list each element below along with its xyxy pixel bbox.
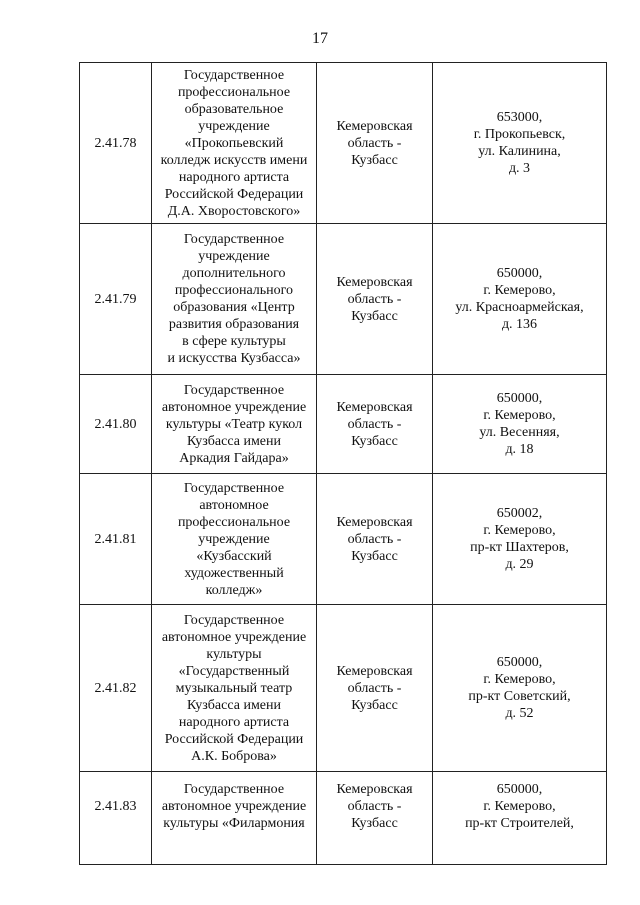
region (317, 772, 433, 865)
address-line: д. 52 (505, 706, 534, 721)
address (433, 375, 607, 474)
address-line: пр-кт Шахтеров, (470, 540, 569, 555)
region-line: область - (347, 416, 402, 432)
entry-number: 2.41.81 (80, 474, 152, 605)
address-line: 650000, (496, 655, 543, 670)
address-line: ул. Красноармейская, (455, 300, 584, 315)
region-line: область - (347, 291, 402, 307)
region-line: Кемеровская (336, 274, 413, 290)
institution-name-line: культуры (206, 646, 262, 662)
institution-name-line: культуры «Филармония (163, 816, 305, 831)
region-line: Кузбасс (351, 548, 398, 564)
region (317, 63, 433, 224)
region-line: Кузбасс (351, 308, 398, 324)
entry-number: 2.41.79 (80, 224, 152, 375)
address-line: ул. Весенняя, (479, 425, 560, 440)
region-line: Кемеровская (336, 782, 413, 797)
institution-name-line: Государственное (183, 67, 285, 83)
address-line: д. 3 (508, 161, 531, 176)
address (433, 474, 607, 605)
institution-name-line: Государственное (183, 612, 285, 628)
institution-name (152, 605, 317, 772)
region-line: Кузбасс (351, 152, 398, 168)
institution-name-line: колледж искусств имени (160, 152, 308, 168)
institution-name-line: образования «Центр (173, 300, 295, 315)
address-line: пр-кт Советский, (468, 689, 571, 704)
table-row (80, 605, 607, 772)
region (317, 474, 433, 605)
address-line: пр-кт Строителей, (465, 816, 574, 831)
entry-number: 2.41.83 (80, 772, 152, 865)
institution-name-line: Российской Федерации (164, 186, 304, 202)
institution-name-line: Государственное (183, 782, 285, 797)
region-line: область - (347, 531, 402, 547)
address-line: 653000, (496, 110, 543, 125)
address-line: 650002, (496, 506, 543, 521)
entry-number: 2.41.78 (80, 63, 152, 224)
institution-name-line: художественный (184, 565, 284, 581)
institution-name (152, 772, 317, 865)
institution-name-line: учреждение (198, 531, 270, 547)
region (317, 605, 433, 772)
institution-name (152, 474, 317, 605)
institution-name-line: учреждение (198, 118, 270, 134)
region (317, 224, 433, 375)
address-line: д. 18 (505, 442, 534, 457)
region-line: Кузбасс (351, 433, 398, 449)
institution-name-line: в сфере культуры (182, 334, 286, 349)
institution-name-line: Государственное (183, 480, 285, 496)
institution-name-line: автономное учреждение (161, 629, 307, 645)
region-line: область - (347, 680, 402, 696)
institution-name-line: народного артиста (178, 169, 290, 185)
institution-name-line: музыкальный театр (175, 680, 293, 696)
region-line: область - (347, 799, 402, 814)
institution-name-line: А.К. Боброва» (191, 748, 277, 764)
institution-name-line: профессиональное (177, 514, 291, 530)
region-line: Кемеровская (336, 118, 413, 134)
institution-name-line: автономное учреждение (161, 399, 307, 415)
table-row (80, 375, 607, 474)
address (433, 605, 607, 772)
region (317, 375, 433, 474)
institution-name-line: колледж» (205, 582, 263, 598)
institution-name-line: Д.А. Хворостовского» (167, 203, 301, 219)
institution-name-line: профессионального (174, 283, 294, 298)
institution-name-line: культуры «Театр кукол (165, 416, 303, 432)
institution-name-line: образовательное (184, 101, 284, 117)
institution-name-line: и искусства Кузбасса» (167, 351, 301, 366)
institution-name-line: автономное (199, 497, 269, 513)
address-line: г. Кемерово, (483, 283, 556, 298)
region-line: Кузбасс (351, 816, 398, 831)
address-line: 650000, (496, 782, 543, 797)
address-line: г. Кемерово, (483, 523, 556, 538)
region-line: Кузбасс (351, 697, 398, 713)
institution-name-line: учреждение (198, 249, 270, 264)
institution-name (152, 224, 317, 375)
registry-body (80, 63, 607, 865)
address-line: ул. Калинина, (478, 144, 561, 159)
institution-name-line: профессиональное (177, 84, 291, 100)
institution-name-line: развития образования (168, 317, 300, 332)
page-number: 17 (312, 30, 328, 47)
institution-name-line: Кузбасса имени (186, 697, 281, 713)
address-line: д. 29 (505, 557, 534, 572)
institution-name-line: Государственное (183, 232, 285, 247)
region-line: Кемеровская (336, 399, 413, 415)
address-line: 650000, (496, 266, 543, 281)
institution-name-line: «Кузбасский (196, 548, 272, 564)
institution-name-line: автономное учреждение (161, 799, 307, 814)
institution-name-line: Аркадия Гайдара» (179, 450, 289, 466)
address-line: г. Кемерово, (483, 799, 556, 814)
address-line: г. Прокопьевск, (473, 127, 566, 142)
registry-table (79, 62, 607, 865)
address (433, 772, 607, 865)
region-line: Кемеровская (336, 514, 413, 530)
table-row (80, 224, 607, 375)
address-line: 650000, (496, 391, 543, 406)
address (433, 63, 607, 224)
table-row (80, 63, 607, 224)
region-line: Кемеровская (336, 663, 413, 679)
table-row (80, 772, 607, 865)
entry-number: 2.41.80 (80, 375, 152, 474)
institution-name-line: «Прокопьевский (184, 135, 284, 151)
institution-name-line: Кузбасса имени (186, 433, 281, 449)
region-line: область - (347, 135, 402, 151)
entry-number: 2.41.82 (80, 605, 152, 772)
institution-name (152, 375, 317, 474)
institution-name (152, 63, 317, 224)
institution-name-line: народного артиста (178, 714, 290, 730)
address (433, 224, 607, 375)
institution-name-line: Российской Федерации (164, 731, 304, 747)
address-line: д. 136 (501, 317, 538, 332)
institution-name-line: Государственное (183, 382, 285, 398)
address-line: г. Кемерово, (483, 408, 556, 423)
table-row (80, 474, 607, 605)
institution-name-line: дополнительного (182, 266, 286, 281)
address-line: г. Кемерово, (483, 672, 556, 687)
institution-name-line: «Государственный (178, 663, 290, 679)
